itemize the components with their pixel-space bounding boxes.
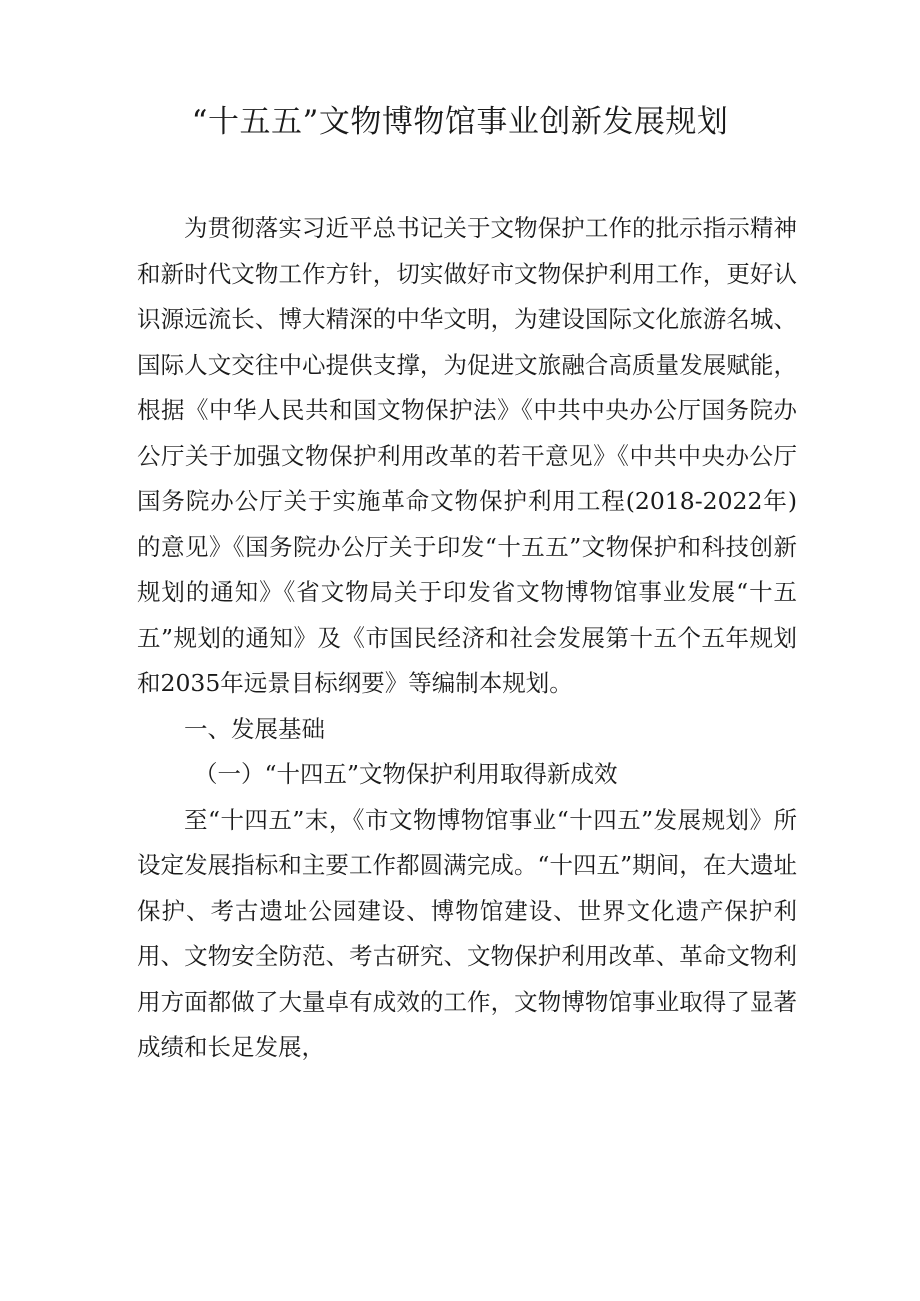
- document-title: “十五五”文物博物馆事业创新发展规划: [191, 104, 729, 140]
- intro-paragraph: 为贯彻落实习近平总书记关于文物保护工作的批示指示精神和新时代文物工作方针，切实做好市文物保护利用工作，更好认识源远流长、博大精深的中华文明，为建设国际文化旅游名城、国际人文交往中心提供支撑，为促进文旅融合高质量发展赋能，根据《中华人民共和国文物保护法》《中共中央办公厅国务院办公厅关于加强文物保护利用改革的若干意见》《中共中央办公厅国务院办公厅关于实施革命文物保护利用工程(2018-2022年)的意见》《国务院办公厅关于印发“十五五”文物保护和科技创新规划的通知》《省文物局关于印发省文物博物馆事业发展“十五五”规划的通知》及《市国民经济和社会发展第十五个五年规划和2035年远景目标纲要》等编制本规划。: [137, 214, 797, 697]
- subsection-heading-achievements: （一）“十四五”文物保护利用取得新成效: [194, 760, 618, 788]
- section-heading-development-basis: 一、发展基础: [184, 714, 325, 743]
- document-body: [137, 206, 797, 1071]
- section-paragraph: 至“十四五”末，《市文物博物馆事业“十四五”发展规划》所设定发展指标和主要工作都圆满完成。“十四五”期间，在大遗址保护、考古遗址公园建设、博物馆建设、世界文化遗产保护利用、文物安全防范、考古研究、文物保护利用改革、革命文物利用方面都做了大量卓有成效的工作，文物博物馆事业取得了显著成绩和长足发展，: [137, 805, 797, 1061]
